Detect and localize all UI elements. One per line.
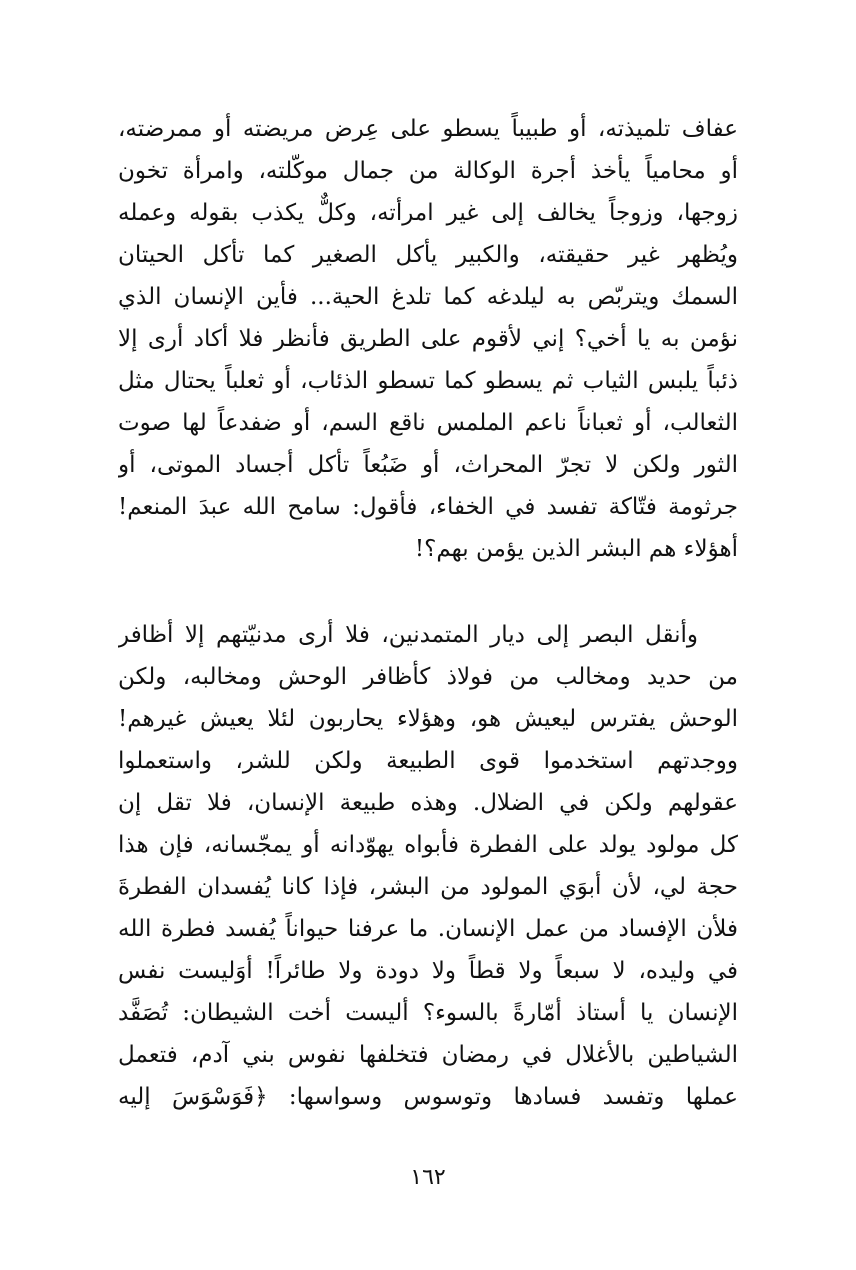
paragraph-line: ويُظهر غير حقيقته، والكبير يأكل الصغير كما تأكل الحيتان <box>118 242 738 268</box>
paragraph-line: أو محامياً يأخذ أجرة الوكالة من جمال موكّلته، وامرأة تخون <box>118 158 738 184</box>
paragraph-line: عقولهم ولكن في الضلال. وهذه طبيعة الإنسان، فلا تقل إن <box>118 790 738 816</box>
paragraph-line: زوجها، وزوجاً يخالف إلى غير امرأته، وكلٌّ يكذب بقوله وعمله <box>118 200 738 226</box>
paragraph-line: كل مولود يولد على الفطرة فأبواه يهوّدانه أو يمجّسانه، فإن هذا <box>118 832 738 858</box>
paragraph-line: ذئباً يلبس الثياب ثم يسطو كما تسطو الذئاب، أو ثعلباً يحتال مثل <box>118 368 738 394</box>
paragraph-line: الثور ولكن لا تجرّ المحراث، أو ضَبُعاً تأكل أجساد الموتى، أو <box>118 452 738 478</box>
paragraph-line: جرثومة فتّاكة تفسد في الخفاء، فأقول: سامح الله عبدَ المنعم! <box>118 494 738 520</box>
paragraph-line: حجة لي، لأن أبوَي المولود من البشر، فإذا كانا يُفسدان الفطرةَ <box>118 874 738 900</box>
paragraph-line: وأنقل البصر إلى ديار المتمدنين، فلا أرى مدنيّتهم إلا أظافر <box>118 622 698 648</box>
paragraph-line: السمك ويتربّص به ليلدغه كما تلدغ الحية... فأين الإنسان الذي <box>118 284 738 310</box>
paragraph-line: الثعالب، أو ثعباناً ناعم الملمس ناقع السم، أو ضفدعاً لها صوت <box>118 410 738 436</box>
paragraph-line: في وليده، لا سبعاً ولا قطاً ولا دودة ولا طائراً! أوَليست نفس <box>118 958 738 984</box>
paragraph-line: أهؤلاء هم البشر الذين يؤمن بهم؟! <box>414 536 738 562</box>
paragraph-line: فلأن الإفساد من عمل الإنسان. ما عرفنا حيواناً يُفسد فطرة الله <box>118 916 738 942</box>
paragraph-line: من حديد ومخالب من فولاذ كأظافر الوحش ومخالبه، ولكن <box>118 664 738 690</box>
paragraph-2 <box>118 614 738 1118</box>
paragraph-line: عملها وتفسد فسادها وتوسوس وسواسها: ﴿فَوَسْوَسَ إليه <box>118 1084 738 1110</box>
paragraph-line: ووجدتهم استخدموا قوى الطبيعة ولكن للشر، واستعملوا <box>118 748 738 774</box>
page-number: ١٦٢ <box>410 1165 446 1190</box>
paragraph-1 <box>118 108 738 570</box>
paragraph-line: نؤمن به يا أخي؟ إني لأقوم على الطريق فأنظر فلا أكاد أرى إلا <box>118 326 738 352</box>
paragraph-line: الشياطين بالأغلال في رمضان فتخلفها نفوس بني آدم، فتعمل <box>118 1042 738 1068</box>
paragraph-line: الوحش يفترس ليعيش هو، وهؤلاء يحاربون لئلا يعيش غيرهم! <box>118 706 738 732</box>
paragraph-line: الإنسان يا أستاذ أمّارةً بالسوء؟ أليست أخت الشيطان: تُصَفَّد <box>118 1000 738 1026</box>
paragraph-line: عفاف تلميذته، أو طبيباً يسطو على عِرض مريضته أو ممرضته، <box>118 116 738 142</box>
